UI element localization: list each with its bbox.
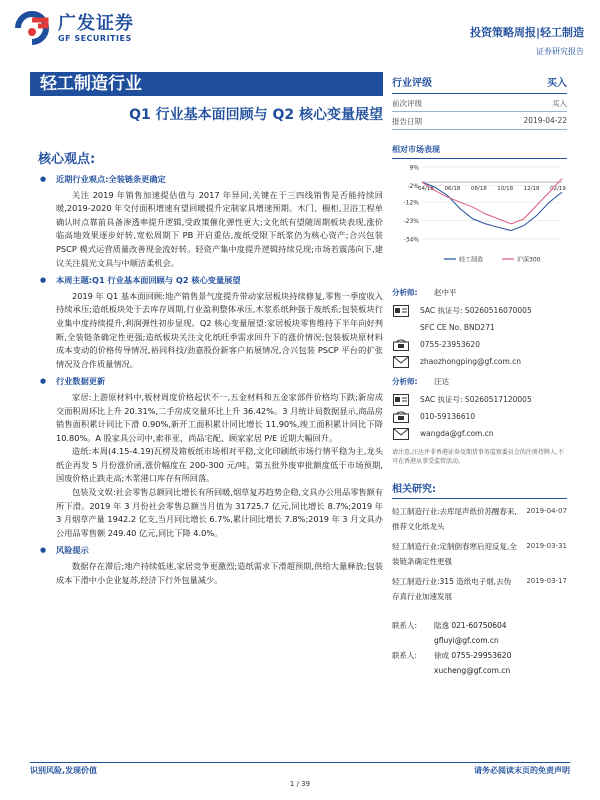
contact-value: 徐成 0755-29953620	[434, 651, 512, 660]
x-tick-label: 04/18	[418, 186, 434, 193]
related-research-heading: 相关研究:	[392, 480, 567, 499]
related-title: 轻工制造行业:去库尾声纸价苏醒春来,推荐文化纸龙头	[392, 507, 517, 531]
section-heading: ● 近期行业观点:全装链条更确定	[38, 173, 383, 187]
section-paragraph: 家居:上游原材料中,板材周度价格起伏不一,五金材料和五金家部件价格均下跌;新房成交面积周环比上升 20.31%,二手房成交量环比上升 36.42%。3 月统计局数据显示,商品房销售面积累计同比下滑 0.90%,新开工面积累计同比增长 11.90%,竣工面积累计同比下降 10.80%。A 股家具公司中,索菲亚、尚品宅配、顾家家居 P/E 近期大幅回升。	[56, 391, 383, 443]
report-subtype: 证券研究报告	[536, 47, 584, 56]
related-title: 轻工制造行业:定制倒春寒后迎反复,全装链条确定性更强	[392, 542, 517, 566]
rating-label: 行业评级	[392, 78, 432, 89]
section-data-update	[38, 375, 383, 540]
analyst-sac-text: SAC 执证号: S0260516070005	[420, 306, 532, 315]
section-paragraph: 造纸:本周(4.15-4.19)瓦楞及箱板纸市场相对平稳,文化印刷纸市场行情平稳为主,龙头纸企再发 5 月份涨价函,涨价幅度在 200-300 元/吨。第五批外废审批额度低于市场预期,国废价格止跌走高;木浆港口库存有所回落。	[56, 446, 383, 484]
footer-slogan: 识别风险,发现价值	[30, 766, 98, 775]
analyst-label: 分析师:	[392, 377, 418, 386]
y-tick-label: -12%	[403, 199, 419, 207]
company-logo	[12, 8, 172, 48]
footer-divider	[30, 762, 570, 763]
analyst-card	[392, 287, 567, 370]
footer-disclaimer-link[interactable]: 请务必阅读末页的免责声明	[474, 766, 570, 775]
related-date: 2019-03-31	[526, 542, 567, 550]
analyst-sfc-text: SFC CE No. BND271	[420, 323, 495, 332]
x-tick-label: 02/19	[550, 186, 566, 193]
gf-logo-icon	[12, 10, 54, 46]
related-date: 2019-04-07	[526, 507, 567, 515]
analyst-email	[392, 425, 567, 442]
analyst-sac	[392, 391, 567, 408]
section-heading: ● 风险提示	[38, 544, 383, 558]
industry-rating	[392, 72, 567, 94]
relative-performance-chart	[392, 159, 567, 271]
analyst-name: 汪达	[434, 377, 449, 386]
analyst-phone	[392, 408, 567, 425]
prev-rating-label: 前次评级	[392, 99, 422, 108]
contact-value: 陆逸 021-60750604	[434, 621, 507, 630]
x-tick-label: 06/18	[444, 186, 461, 193]
blank-icon	[392, 321, 410, 335]
section-risk	[38, 544, 383, 587]
y-tick-label: 9%	[409, 164, 419, 172]
analyst-email-link[interactable]: zhaozhongping@gf.com.cn	[420, 357, 522, 366]
related-research-item[interactable]	[392, 504, 567, 534]
contact-label: 联系人:	[392, 621, 418, 630]
related-research-item[interactable]	[392, 574, 567, 604]
report-date-label: 报告日期	[392, 117, 422, 126]
x-tick-label: 10/18	[497, 186, 514, 193]
sidebar	[392, 72, 567, 678]
legend-label: 轻工制造	[459, 256, 484, 264]
id-card-icon	[392, 393, 410, 407]
industry-banner: 轻工制造行业	[30, 72, 383, 96]
main-content	[38, 170, 383, 591]
section-paragraph: 数据存在滞后;地产持续低迷,家居竞争更激烈;造纸需求下滑超预期,供给大量释放;包装成本下滑中小企业复苏,经济下行外包量减少。	[56, 561, 383, 585]
y-tick-label: -34%	[403, 236, 419, 244]
contact-email-link[interactable]: xucheng@gf.com.cn	[434, 666, 511, 675]
section-paragraph: 2019 年 Q1 基本面回顾:地产销售景气度提升带动家居板块持续修复,零售一季度收入持续承压;造纸板块处于去库存周期,行业盈利整体承压,木浆系纸种强于废纸系;包装板块行业集中度持续提升,利润弹性初步显现。Q2 核心变量展望:家居板块零售维持下半年向好判断,全装链条确定性更强;造纸板块关注文化纸旺季需求回升下的涨价情况;包装板块原材料成本变动的价格传导情况,裕同科技/劲嘉股份新客户拓展情况,合兴包装 PSCP 平台的扩张情况及合作质量情况。	[56, 290, 383, 369]
analyst-sac-text: SAC 执证号: S0260517120005	[420, 395, 532, 404]
analyst-label: 分析师:	[392, 288, 418, 297]
analyst-email	[392, 353, 567, 370]
phone-icon	[392, 338, 410, 352]
analyst-name-row	[392, 287, 567, 298]
analyst-name-row	[392, 376, 567, 387]
section-paragraph: 关注 2019 年销售加速提估值与 2017 年异同,关键在于三四线销售是否能持续回暖,2019-2020 年交付面积增速有望回暖提升定制家具增速预期。木门、橱柜,卫浴工程单确认时点靠前具备渗透率提升逻辑,受政策催化弹性更大;文化纸有望随周期板块表现,涨价临高地效果逐步好转,宽松周期下 PB 开启重估,废纸受限下纸浆仍为核心资产;合兴包装 PSCP 模式运营质量改善现金流好转。轻资产集中度提升逻辑持续兑现;市场若震荡向下,建议关注晨光文具与中顺洁柔机会。	[56, 189, 383, 268]
x-tick-label: 12/18	[523, 186, 540, 193]
analyst-phone-text: 0755-23953620	[420, 340, 480, 349]
logo-cn-text: 广发证券	[58, 12, 134, 34]
report-header	[470, 24, 584, 57]
page-number: 1 / 39	[289, 780, 311, 788]
contact-row	[392, 633, 567, 648]
report-date-value: 2019-04-22	[523, 116, 567, 125]
legend-label: 沪深300	[517, 256, 541, 264]
core-view-heading: 核心观点:	[38, 152, 96, 167]
chart-title: 相对市场表现	[392, 144, 567, 159]
analyst-list	[392, 287, 567, 466]
chart-svg	[392, 159, 567, 271]
section-weekly-theme	[38, 274, 383, 371]
contact-row	[392, 618, 567, 633]
contact-list	[392, 618, 567, 678]
analyst-card	[392, 376, 567, 442]
analyst-sac	[392, 302, 567, 319]
analyst-phone	[392, 336, 567, 353]
section-heading: ● 行业数据更新	[38, 375, 383, 389]
y-tick-label: -23%	[403, 218, 419, 226]
analyst-phone-text: 010-59136610	[420, 412, 476, 421]
prev-rating-value: 买入	[552, 99, 567, 108]
analyst-email-link[interactable]: wangda@gf.com.cn	[420, 429, 494, 438]
analyst-name: 赵中平	[434, 288, 457, 297]
section-paragraph: 包装及文娱:社会零售总额同比增长有所回暖,烟草复苏趋势企稳,文具办公用品零售额有所下滑。2019 年 3 月份社会零售总额当月值为 31725.7 亿元,同比增长 8.7%;2019 年 3 月烟草产量 1942.2 亿支,当月同比增长 6.7%,累计同比增长 7.8%;2019 年 3 月文具办公用品零售额 249.40 亿元,同比下降 4.0%。	[56, 487, 383, 538]
section-heading: ● 本周主题:Q1 行业基本面回顾与 Q2 核心变量展望	[38, 274, 383, 288]
related-date: 2019-03-17	[526, 577, 567, 585]
report-type: 投资策略周报|轻工制造	[469, 26, 584, 39]
logo-en-text: GF SECURITIES	[58, 33, 132, 43]
section-industry-view	[38, 173, 383, 270]
rating-value: 买入	[547, 78, 567, 89]
mail-icon	[392, 427, 410, 441]
analyst-sfc	[392, 319, 567, 336]
phone-icon	[392, 410, 410, 424]
y-tick-label: -2%	[407, 182, 419, 190]
contact-email-link[interactable]: gfluyi@gf.com.cn	[434, 636, 499, 645]
id-card-icon	[392, 304, 410, 318]
report-title: Q1 行业基本面回顾与 Q2 核心变量展望	[129, 107, 383, 123]
report-date	[392, 112, 567, 130]
previous-rating	[392, 94, 567, 112]
x-tick-label: 08/18	[470, 186, 487, 193]
related-title: 轻工制造行业:315 造纸电子烟,去伪存真行业加速发展	[392, 577, 512, 601]
mail-icon	[392, 355, 410, 369]
contact-label: 联系人:	[392, 651, 418, 660]
contact-row	[392, 648, 567, 663]
related-research-item[interactable]	[392, 539, 567, 569]
contact-row	[392, 663, 567, 678]
series-line-0	[422, 182, 562, 231]
analyst-disclaimer: 请注意,汪达并非香港证券及期货事务监察委员会的注册持牌人,不可在香港从事受监管活动。	[392, 449, 564, 465]
